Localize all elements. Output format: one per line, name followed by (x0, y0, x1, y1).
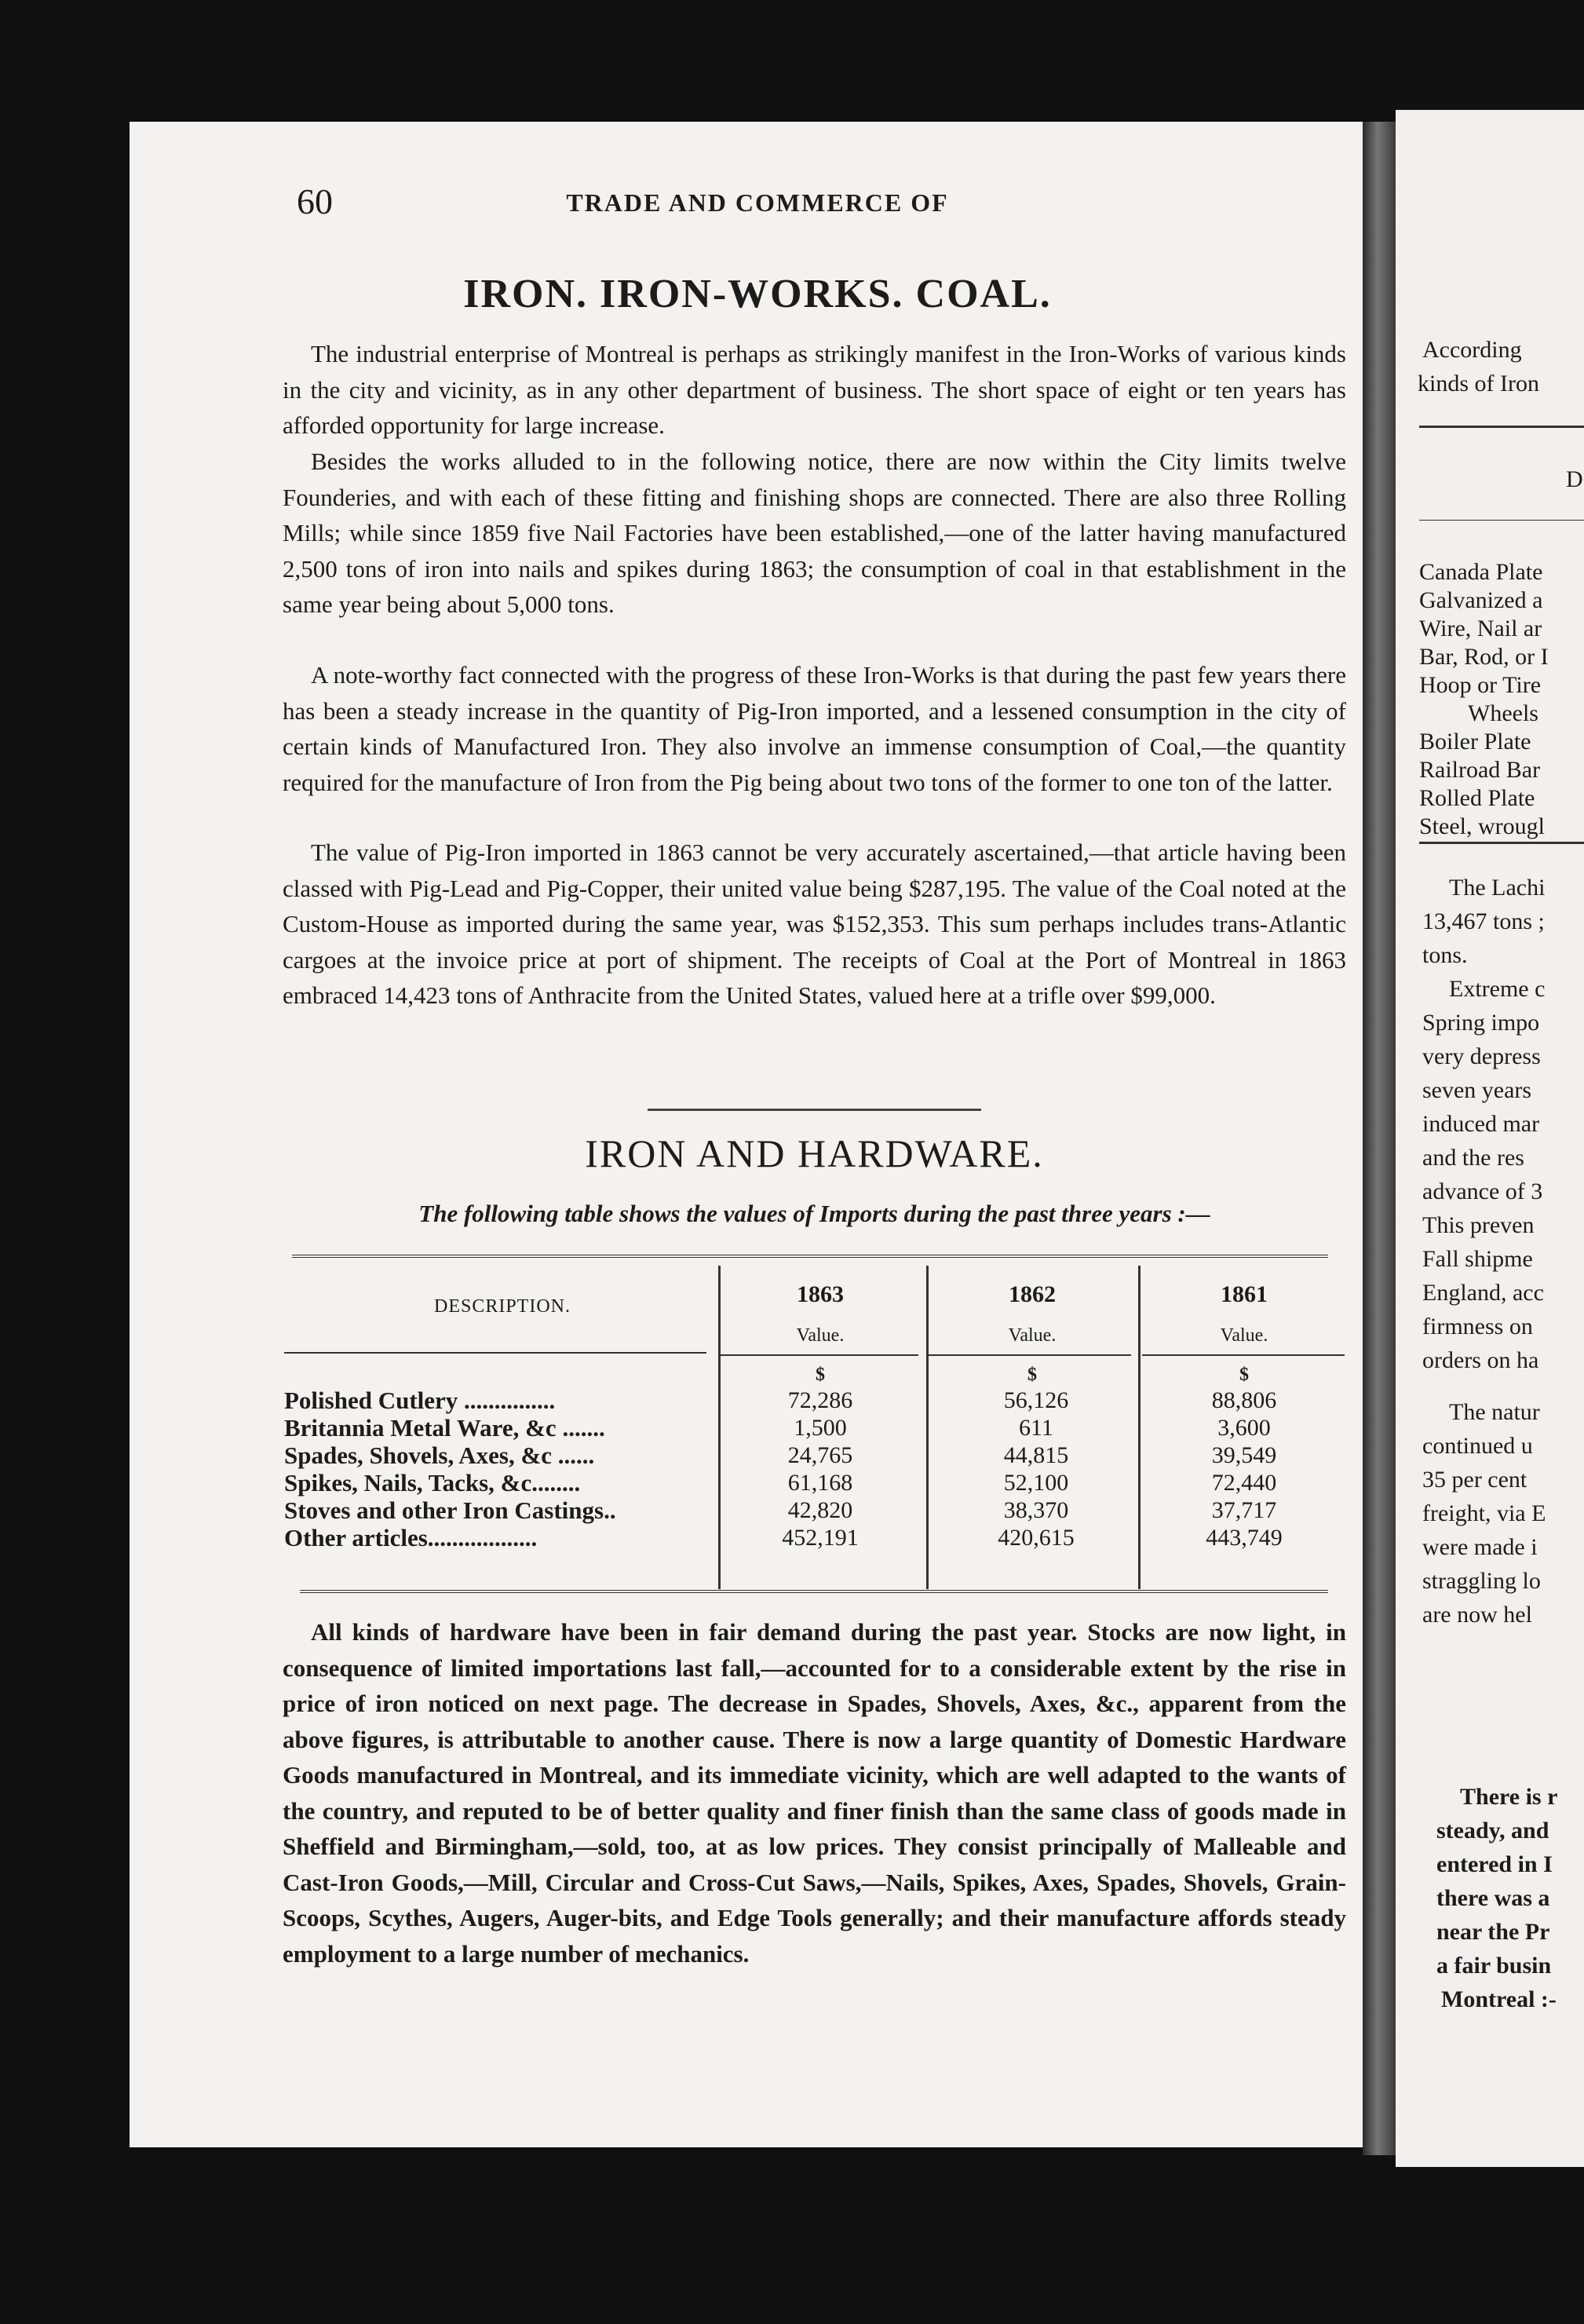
table-cell: 1,500 (794, 1415, 847, 1441)
facing-line: England, acc (1422, 1280, 1544, 1306)
facing-line: induced mar (1422, 1111, 1540, 1137)
paragraph: A note-worthy fact connected with the progress of these Iron-Works is that during the past few years there has been a steady increase in the quantity of Pig-Iron imported, and a lessened consumption in the city of certain kinds of Manufactured Iron. They also involve an immense consumption of Coal,—the quantity required for the manufacture of Iron from the Pig being about two tons of the former to one ton of the latter. (283, 661, 1346, 796)
table-cell: 37,717 (1211, 1497, 1277, 1523)
page-header (165, 181, 1350, 220)
table-cell: 452,191 (782, 1525, 859, 1551)
table-cell: 72,286 (787, 1387, 853, 1413)
paragraph: The industrial enterprise of Montreal is perhaps as strikingly manifest in the Iron-Works of various kinds in the city and vicinity, as in any other department of business. The short space of eight or ten years has afforded opportunity for large increase. (283, 340, 1346, 439)
table-cell: 39,549 (1211, 1442, 1277, 1468)
facing-line: There is r (1460, 1784, 1558, 1810)
section-title-iron-hardware: IRON AND HARDWARE. (585, 1131, 1044, 1175)
facing-line: According (1422, 337, 1522, 363)
facing-line: very depress (1422, 1043, 1541, 1069)
facing-line: Fall shipme (1422, 1246, 1533, 1272)
facing-line: continued u (1422, 1433, 1533, 1459)
table-row-label: Other articles.................. (284, 1524, 538, 1551)
facing-line: kinds of Iron (1418, 371, 1539, 396)
paragraph: All kinds of hardware have been in fair demand during the past year. Stocks are now light, in consequence of limited importations last fall,—accounted for to a considerable extent by the rise in price of iron noticed on next page. The decrease in Spades, Shovels, Axes, &c., apparent from the above figures, is attributable to another cause. There is now a large quantity of Domestic Hardware Goods manufactured in Montreal, and its immediate vicinity, which are well adapted to the wants of the country, and reputed to be of better quality and finer finish than the same class of goods made in Sheffield and Birmingham,—sold, too, at as low prices. They consist principally of Malleable and Cast-Iron Goods,—Mill, Circular and Cross-Cut Saws,—Nails, Spikes, Axes, Spades, Shovels, Grain-Scoops, Scythes, Augers, Auger-bits, and Edge Tools generally; and their manufacture affords steady employment to a large number of mechanics. (283, 1618, 1346, 1968)
table-header-value: Value. (1220, 1325, 1268, 1346)
table-cell: 56,126 (1003, 1387, 1069, 1413)
table-cell: 420,615 (998, 1525, 1075, 1551)
facing-line: advance of 3 (1422, 1178, 1543, 1204)
facing-line: Wire, Nail ar (1419, 616, 1542, 641)
facing-line: orders on ha (1422, 1347, 1539, 1373)
table-cell: 3,600 (1217, 1415, 1271, 1441)
facing-line: Rolled Plate (1419, 785, 1535, 811)
table-top-rule (292, 1255, 1328, 1258)
table-cell: 88,806 (1211, 1387, 1277, 1413)
table-caption: The following table shows the values of Imports during the past three years :— (418, 1200, 1210, 1227)
paragraph: Besides the works alluded to in the following notice, there are now within the City limits twelve Founderies, and with each of these fitting and finishing shops are connected. There are also three Rolling Mills; while since 1859 five Nail Factories have been established,—one of the latter having manufactured 2,500 tons of iron into nails and spikes during 1863; the consumption of coal in that establishment in the same year being about 5,000 tons. (283, 448, 1346, 618)
facing-line: and the res (1422, 1145, 1524, 1171)
table-header-rule (284, 1352, 706, 1354)
facing-line: firmness on (1422, 1314, 1533, 1339)
table-cell: 443,749 (1206, 1525, 1283, 1551)
table-cell: 611 (1019, 1415, 1053, 1441)
facing-line: Hoop or Tire (1419, 672, 1542, 698)
facing-line: Montreal :- (1441, 1986, 1557, 2012)
facing-line: The Lachi (1449, 875, 1546, 901)
facing-rule (1419, 842, 1584, 844)
facing-line: are now hel (1422, 1602, 1532, 1628)
facing-line: D (1566, 466, 1583, 492)
table-row-label: Polished Cutlery ............... (284, 1387, 556, 1414)
facing-line: straggling lo (1422, 1568, 1541, 1594)
currency-symbol: $ (1027, 1365, 1037, 1385)
table-cell: 24,765 (787, 1442, 853, 1468)
page-number: 60 (297, 181, 333, 221)
table-column-rule (718, 1266, 721, 1589)
table-header-year: 1862 (1009, 1281, 1056, 1307)
table-bottom-rule (300, 1590, 1328, 1593)
table-column-rule (1138, 1266, 1141, 1589)
table-row-label: Spikes, Nails, Tacks, &c........ (284, 1469, 581, 1496)
table-header-rule (721, 1354, 918, 1356)
table-column-rule (926, 1266, 929, 1589)
table-header-year: 1861 (1221, 1281, 1268, 1307)
facing-rule (1419, 520, 1584, 521)
table-row-label: Spades, Shovels, Axes, &c ...... (284, 1442, 595, 1469)
currency-symbol: $ (816, 1365, 825, 1385)
facing-line: 35 per cent (1422, 1467, 1527, 1493)
facing-line: steady, and (1436, 1818, 1549, 1843)
table-header-value: Value. (796, 1325, 845, 1346)
table-cell: 52,100 (1003, 1470, 1069, 1496)
table-cell: 61,168 (787, 1470, 853, 1496)
running-title: TRADE AND COMMERCE OF (566, 188, 949, 217)
facing-line: 13,467 tons ; (1422, 908, 1545, 934)
paragraph: The value of Pig-Iron imported in 1863 cannot be very accurately ascertained,—that article having been classed with Pig-Lead and Pig-Copper, their united value being $287,195. The value of the Coal noted at the Custom-House as imported during the same year, was $152,353. This sum perhaps includes trans-Atlantic cargoes at the invoice price at port of shipment. The receipts of Coal at the Port of Montreal in 1863 embraced 14,423 tons of Anthracite from the United States, valued here at a trifle over $99,000. (283, 839, 1346, 1009)
facing-line: Boiler Plate (1419, 729, 1531, 755)
table-cell: 72,440 (1211, 1470, 1277, 1496)
table-cell: 42,820 (787, 1497, 853, 1523)
facing-line: Extreme c (1449, 976, 1546, 1002)
table-header-rule (929, 1354, 1131, 1356)
facing-line: Railroad Bar (1419, 757, 1541, 783)
facing-line: Spring impo (1422, 1010, 1540, 1036)
facing-rule (1419, 426, 1584, 428)
facing-line: tons. (1422, 942, 1468, 968)
section-divider (648, 1109, 981, 1111)
facing-line: a fair busin (1436, 1953, 1552, 1979)
table-header-year: 1863 (797, 1281, 844, 1307)
table-row-label: Britannia Metal Ware, &c ....... (284, 1414, 605, 1442)
facing-line: seven years (1422, 1077, 1532, 1103)
facing-line: Wheels (1468, 700, 1538, 726)
facing-line: This preven (1422, 1212, 1535, 1238)
currency-symbol: $ (1239, 1365, 1249, 1385)
table-header-value: Value. (1008, 1325, 1057, 1346)
table-header-description: DESCRIPTION. (433, 1296, 571, 1317)
facing-line: entered in I (1436, 1851, 1553, 1877)
table-cell: 38,370 (1003, 1497, 1069, 1523)
book-gutter (1363, 122, 1396, 2155)
facing-line: Canada Plate (1419, 559, 1543, 585)
facing-line: near the Pr (1436, 1919, 1550, 1945)
facing-line: The natur (1449, 1399, 1540, 1425)
facing-line: Galvanized a (1419, 587, 1543, 613)
facing-line: were made i (1422, 1534, 1538, 1560)
table-cell: 44,815 (1003, 1442, 1069, 1468)
facing-line: Bar, Rod, or I (1419, 644, 1549, 670)
facing-line: freight, via E (1422, 1500, 1546, 1526)
table-row-label: Stoves and other Iron Castings.. (284, 1496, 616, 1524)
table-header-rule (1142, 1354, 1345, 1356)
facing-line: there was a (1436, 1885, 1550, 1911)
section-title-iron-works-coal: IRON. IRON-WORKS. COAL. (463, 272, 1052, 316)
facing-line: Steel, wrougl (1419, 813, 1545, 839)
